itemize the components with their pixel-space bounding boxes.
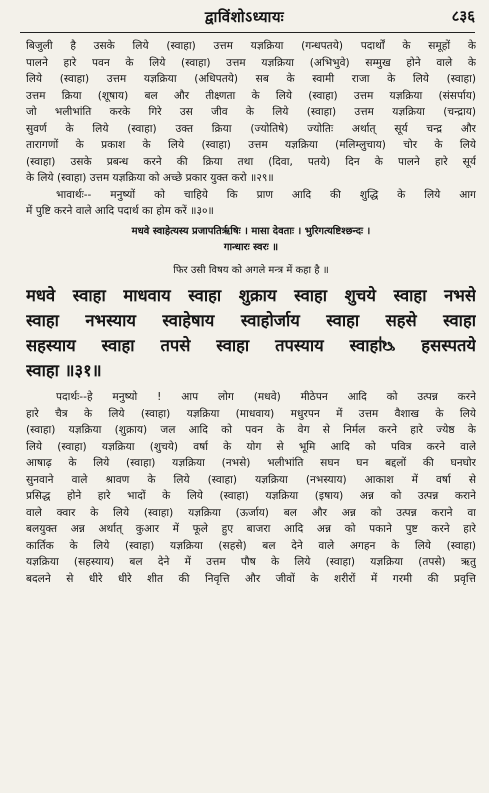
text-line: (स्वाहा) उसके प्रबन्ध करने की क्रिया तथा (दिवा, पतये) दिन के पालने हारे सूर्य [26, 155, 476, 168]
text-line: जो भलीभांति करके गिरे उस जीव के लिये (स्वाहा) उत्तम यज्ञक्रिया (चन्द्राय) [26, 106, 476, 118]
padartha-line: बदलने से धीरे धीरे शीत की निवृत्ति और जीवों के शरीरों में गरमी की प्रवृत्ति [26, 572, 476, 585]
page-number: ८३६ [451, 7, 475, 25]
text-line: बिजुली है उसके लिये (स्वाहा) उत्तम यज्ञक्रिया (गन्धपतये) पदार्थों के समूहों के [26, 40, 476, 52]
padartha-block [26, 389, 476, 587]
padartha-line: हारे चैत्र के लिये (स्वाहा) यज्ञक्रिया (माधवाय) मधुरपन में उत्तम वैशाख के लिये [26, 407, 476, 420]
commentary-block [26, 38, 476, 187]
page-header [0, 4, 489, 30]
padartha-line: लिये (स्वाहा) यज्ञक्रिया (शुचये) वर्षा के योग से भूमि आदि को पवित्र करने वाले [26, 440, 476, 453]
svara-line: गान्धारः स्वरः ॥ [223, 242, 279, 253]
page-body [26, 38, 476, 587]
padartha-line: सुनवाने वाले श्रावण के लिये (स्वाहा) यज्ञक्रिया (नभस्याय) आकाश में वर्षा से [26, 473, 476, 486]
mantra-line: स्वाहा नभस्याय स्वाहेषाय स्वाहोर्जाय स्वाहा सहसे स्वाहा [26, 311, 476, 330]
bhavartha-line: भावार्थः-- मनुष्यों को चाहिये कि प्राण आदि की शुद्धि के लिये आग [56, 188, 476, 201]
intro-line: फिर उसी विषय को अगले मन्त्र में कहा है ॥ [173, 264, 329, 276]
bhavartha-block [26, 187, 476, 220]
rishi-devata-line: मधवे स्वाहेत्यस्य प्रजापतिर्ऋषिः । मासा देवताः । भुरिगत्यष्टिश्छन्दः । [131, 225, 371, 237]
text-line: पालने हारे पवन के लिये (स्वाहा) उत्तम यज्ञक्रिया (अभिभुवे) सम्मुख होने वाले के [26, 56, 476, 69]
padartha-line: यज्ञक्रिया (सहस्याय) बल देने में उत्तम पौष के लिये (स्वाहा) यज्ञक्रिया (तपसे) ऋतु [26, 556, 476, 568]
padartha-line: पदार्थः--हे मनुष्यो ! आप लोग (मधवे) मीठेपन आदि को उत्पन्न करने [56, 391, 476, 403]
text-line: के लिये (स्वाहा) उत्तम यज्ञक्रिया को अच्छे प्रकार युक्त करो ॥२९॥ [26, 172, 274, 184]
text-line: लिये (स्वाहा) उत्तम यज्ञक्रिया (अधिपतये) सब के स्वामी राजा के लिये (स्वाहा) [26, 73, 476, 85]
mantra-line: स्वाहा ॥३१॥ [26, 361, 102, 380]
chapter-title: द्वाविंशोऽध्यायः [204, 8, 285, 26]
padartha-line: आषाढ़ के लिये (स्वाहा) यज्ञक्रिया (नभसे) भलीभांति सघन घन बद्दलों की घनघोर [26, 457, 476, 469]
mantra-line: मधवे स्वाहा माधवाय स्वाहा शुक्राय स्वाहा शुचये स्वाहा नभसे [26, 286, 476, 305]
bhavartha-line: में पुष्टि करने वाले आदि पदार्थ का होम करें ॥३०॥ [26, 205, 214, 217]
mantra-line: सहस्याय स्वाहा तपसे स्वाहा तपस्याय स्वाहा॑ᳬ हसस्पतये [26, 336, 476, 355]
text-line: उत्तम क्रिया (शूषाय) बल और तीक्ष्णता के लिये (स्वाहा) उत्तम यज्ञक्रिया (संसर्पाय) [26, 89, 476, 102]
text-line: सुवर्ण के लिये (स्वाहा) उक्त क्रिया (ज्योतिषे) ज्योतिः अर्थात् सूर्य चन्द्र और [26, 122, 476, 135]
padartha-line: प्रसिद्ध होने हारे भादों के लिये (स्वाहा) यज्ञक्रिया (इषाय) अन्न को उत्पन्न कराने [26, 490, 476, 502]
padartha-line: बलयुक्त अन्न अर्थात् कुआर में फूले हुए बाजरा आदि अन्न को पकाने पुष्ट करने हारे [26, 523, 476, 535]
text-line: तारागणों के प्रकाश के लिये (स्वाहा) उत्तम यज्ञक्रिया (मलिम्लुचाय) चोर के लिये [26, 139, 476, 151]
padartha-line: वाले क्वार के लिये (स्वाहा) यज्ञक्रिया (ऊर्जाय) बल और अन्न को उत्पन्न कराने वा [26, 506, 476, 519]
padartha-line: कार्तिक के लिये (स्वाहा) यज्ञक्रिया (सहसे) बल देने वाले अगहन के लिये (स्वाहा) [26, 539, 476, 552]
header-rule [20, 32, 475, 33]
mantra-block [26, 283, 476, 383]
padartha-line: (स्वाहा) यज्ञक्रिया (शुक्राय) जल आदि को पवन के वेग से निर्मल करने हारे ज्येष्ठ के [26, 424, 476, 436]
